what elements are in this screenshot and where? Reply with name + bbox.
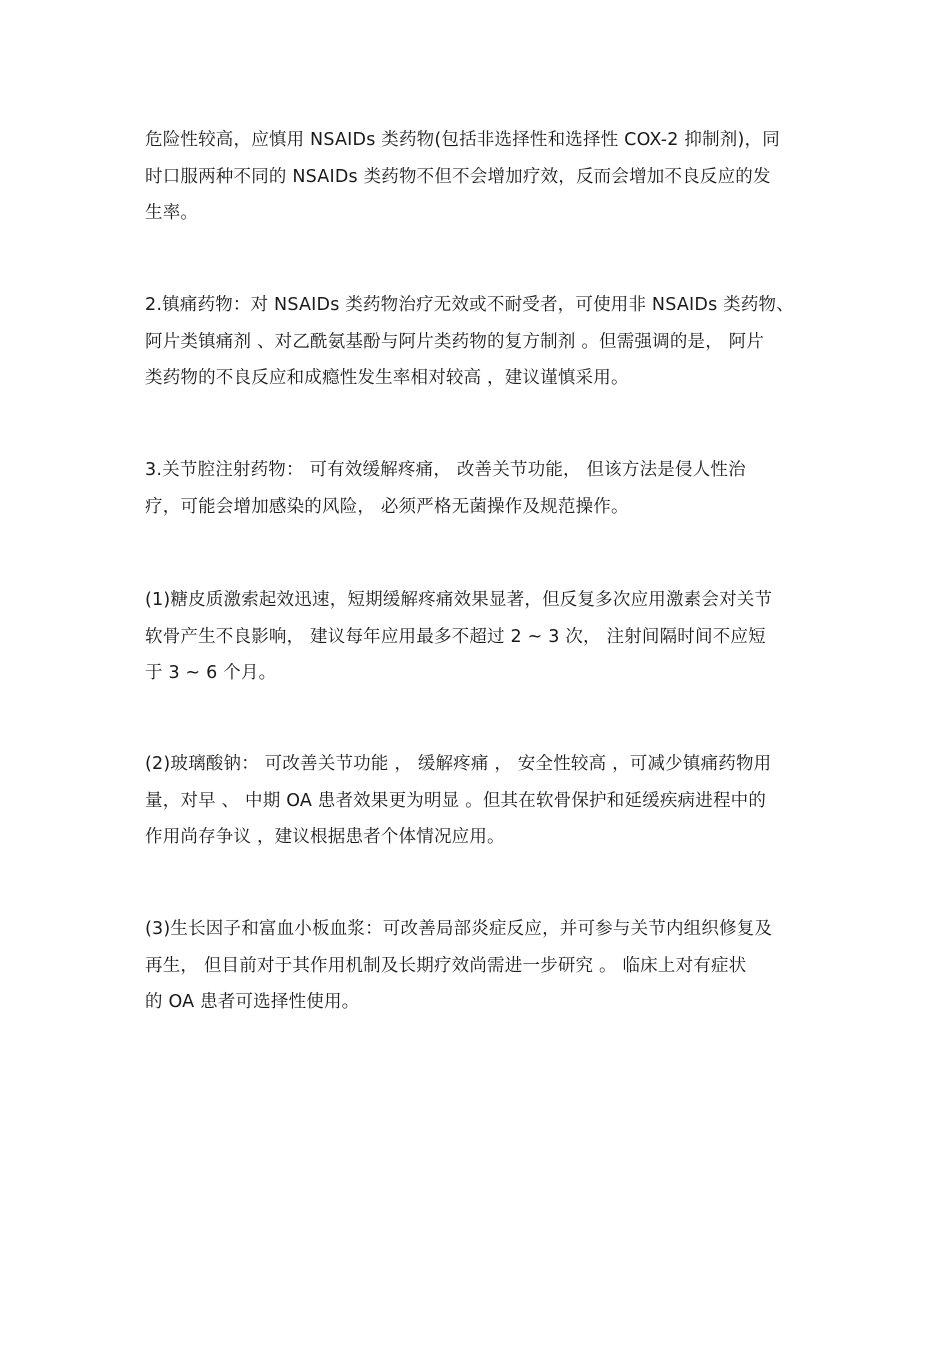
text-line: 软骨产生不良影响， 建议每年应用最多不超过 2 ~ 3 次， 注射间隔时间不应短 (145, 626, 766, 647)
paragraph-intra-articular-injection (145, 452, 810, 525)
text-line: 的 OA 患者可选择性使用。 (145, 992, 360, 1012)
text-line: 危险性较高，应慎用 NSAIDs 类药物(包括非选择性和选择性 COX-2 抑制剂)，同 (145, 130, 780, 150)
paragraph-sodium-hyaluronate (145, 746, 810, 856)
text-line: (3)生长因子和富血小板血浆：可改善局部炎症反应，并可参与关节内组织修复及 (145, 919, 773, 939)
text-line: 时口服两种不同的 NSAIDs 类药物不但不会增加疗效，反而会增加不良反应的发 (145, 166, 771, 187)
paragraph-nsaids-risk (145, 122, 810, 232)
text-line: 量，对早 、 中期 OA 患者效果更为明显 。但其在软骨保护和延缓疾病进程中的 (145, 790, 767, 811)
text-line: 3.关节腔注射药物： 可有效缓解疼痛， 改善关节功能， 但该方法是侵人性治 (145, 460, 746, 480)
text-line: (2)玻璃酸钠： 可改善关节功能 ， 缓解疼痛 ， 安全性较高 ，可减少镇痛药物用 (145, 754, 772, 774)
text-line: 阿片类镇痛剂 、对乙酰氨基酚与阿片类药物的复方制剂 。但需强调的是， 阿片 (145, 331, 765, 352)
text-line: 于 3 ~ 6 个月。 (145, 663, 277, 683)
text-line: 生率。 (145, 203, 199, 223)
text-line: 作用尚存争议 ，建议根据患者个体情况应用。 (145, 827, 505, 847)
text-line: 类药物的不良反应和成瘾性发生率相对较高 ，建议谨慎采用。 (145, 368, 629, 388)
paragraph-analgesics (145, 287, 810, 397)
paragraph-glucocorticoids (145, 582, 810, 692)
text-line: 再生， 但目前对于其作用机制及长期疗效尚需进一步研究 。 临床上对有症状 (145, 955, 747, 976)
text-line: 2.镇痛药物：对 NSAIDs 类药物治疗无效或不耐受者，可使用非 NSAIDs 类药物、 (145, 295, 794, 315)
paragraph-growth-factors-prp (145, 911, 810, 1021)
text-line: 疗，可能会增加感染的风险， 必须严格无菌操作及规范操作。 (145, 496, 629, 517)
text-line: (1)糖皮质激索起效迅速，短期缓解疼痛效果显著，但反复多次应用激素会对关节 (145, 590, 773, 610)
